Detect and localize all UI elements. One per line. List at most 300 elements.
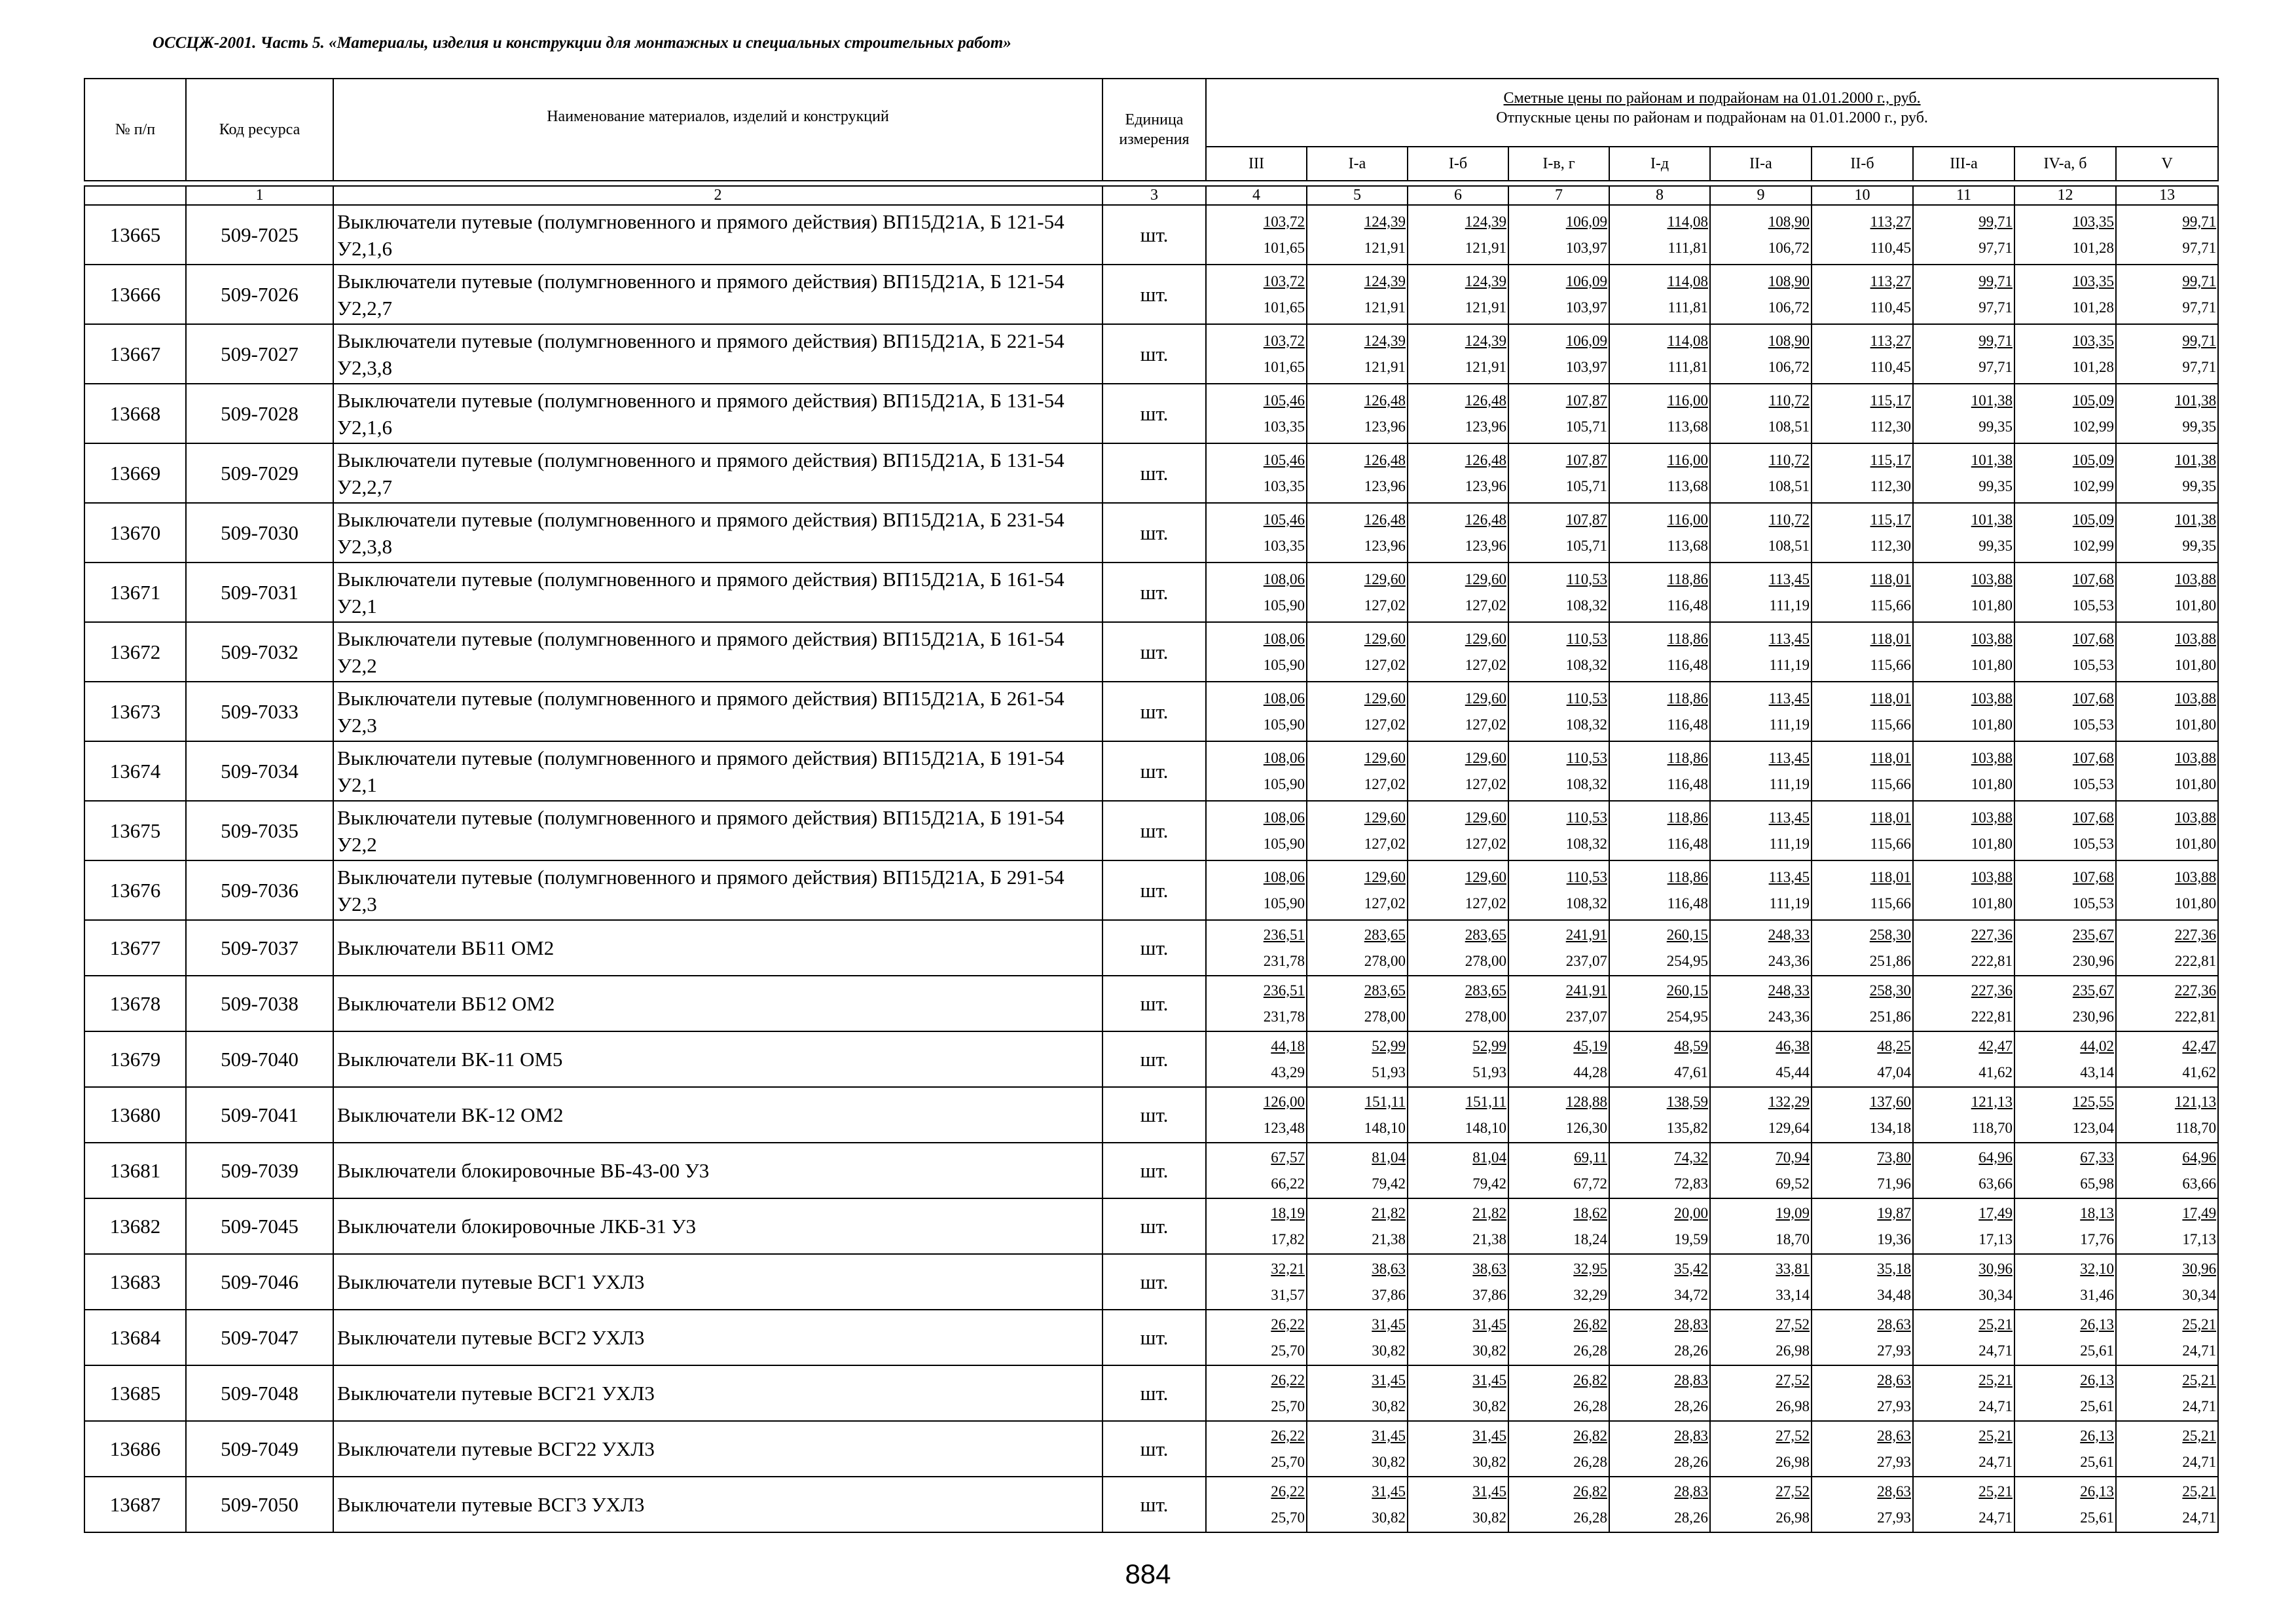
estimate-price: 103,88 — [1971, 570, 2013, 587]
price-cell — [1408, 324, 1508, 384]
release-price: 129,64 — [1768, 1119, 1810, 1136]
unit: шт. — [1102, 1310, 1206, 1365]
estimate-price: 44,02 — [2080, 1037, 2114, 1054]
estimate-price: 70,94 — [1776, 1149, 1810, 1166]
price-cell — [2116, 1421, 2218, 1477]
unit: шт. — [1102, 1421, 1206, 1477]
estimate-price: 129,60 — [1364, 570, 1406, 587]
price-cell — [1710, 384, 1812, 443]
release-price: 105,53 — [2072, 775, 2114, 792]
estimate-price: 28,83 — [1674, 1427, 1708, 1444]
release-price: 69,52 — [1776, 1175, 1810, 1192]
resource-code: 509-7034 — [186, 741, 333, 801]
estimate-price: 124,39 — [1465, 272, 1506, 289]
release-price: 123,96 — [1364, 418, 1406, 435]
unit: шт. — [1102, 860, 1206, 920]
release-price: 111,19 — [1769, 835, 1810, 852]
row-number: 13683 — [84, 1254, 186, 1310]
estimate-price: 28,83 — [1674, 1371, 1708, 1388]
price-cell — [2014, 801, 2116, 860]
price-cell — [1812, 503, 1913, 563]
price-cell — [1609, 976, 1710, 1031]
estimate-price: 27,52 — [1776, 1427, 1810, 1444]
price-cell — [1609, 1365, 1710, 1421]
item-name: Выключатели путевые (полумгновенного и прямого действия) ВП15Д21А, Б 121-54 У2,1,6 — [333, 205, 1102, 265]
header-unit: Единица измерения — [1102, 79, 1206, 181]
item-name: Выключатели ВБ12 ОМ2 — [333, 976, 1102, 1031]
price-cell — [1508, 1254, 1609, 1310]
price-cell — [1609, 1477, 1710, 1532]
release-price: 18,24 — [1573, 1230, 1607, 1247]
price-cell — [1508, 384, 1609, 443]
release-price: 127,02 — [1364, 716, 1406, 733]
resource-code: 509-7028 — [186, 384, 333, 443]
release-price: 25,61 — [2080, 1397, 2114, 1414]
release-price: 101,80 — [2174, 835, 2217, 852]
release-price: 230,96 — [2072, 1008, 2114, 1025]
price-cell — [1408, 682, 1508, 741]
release-price: 25,61 — [2080, 1453, 2114, 1470]
table-row — [84, 1310, 2218, 1365]
estimate-price: 258,30 — [1869, 982, 1911, 999]
estimate-price: 103,88 — [2174, 868, 2217, 885]
release-price: 30,82 — [1472, 1342, 1506, 1359]
estimate-price: 105,46 — [1263, 392, 1305, 409]
table-row — [84, 682, 2218, 741]
price-cell — [2014, 741, 2116, 801]
estimate-price: 26,22 — [1271, 1483, 1305, 1500]
release-price: 278,00 — [1364, 952, 1406, 969]
release-price: 51,93 — [1372, 1063, 1406, 1080]
release-price: 115,66 — [1870, 716, 1911, 733]
estimate-price: 103,88 — [2174, 570, 2217, 587]
release-price: 26,28 — [1573, 1509, 1607, 1526]
estimate-price: 129,60 — [1364, 630, 1406, 647]
price-cell — [2116, 384, 2218, 443]
estimate-price: 126,48 — [1465, 451, 1506, 468]
price-cell — [1609, 205, 1710, 265]
row-number: 13680 — [84, 1087, 186, 1143]
release-price: 28,26 — [1674, 1453, 1708, 1470]
estimate-price: 283,65 — [1364, 982, 1406, 999]
release-price: 26,98 — [1776, 1342, 1810, 1359]
price-cell — [1812, 1254, 1913, 1310]
release-price: 31,57 — [1271, 1286, 1305, 1303]
item-name: Выключатели путевые (полумгновенного и прямого действия) ВП15Д21А, Б 261-54 У2,3 — [333, 682, 1102, 741]
estimate-price: 64,96 — [1978, 1149, 2013, 1166]
estimate-price: 26,13 — [2080, 1316, 2114, 1333]
price-cell — [1408, 1421, 1508, 1477]
estimate-price: 118,01 — [1870, 868, 1911, 885]
unit: шт. — [1102, 265, 1206, 324]
price-cell — [1408, 1310, 1508, 1365]
region-header: II-а — [1710, 147, 1812, 181]
release-price: 106,72 — [1768, 239, 1810, 256]
estimate-price: 28,63 — [1877, 1427, 1911, 1444]
row-number: 13681 — [84, 1143, 186, 1198]
estimate-price: 17,49 — [2182, 1204, 2217, 1221]
estimate-price: 103,88 — [2174, 809, 2217, 826]
price-cell — [1913, 1031, 2014, 1087]
release-price: 105,90 — [1263, 895, 1305, 912]
price-cell — [2116, 503, 2218, 563]
resource-code: 509-7045 — [186, 1198, 333, 1254]
release-price: 26,28 — [1573, 1342, 1607, 1359]
price-cell — [1609, 324, 1710, 384]
estimate-price: 129,60 — [1364, 749, 1406, 766]
estimate-price: 124,39 — [1364, 213, 1406, 230]
estimate-price: 227,36 — [1971, 926, 2013, 943]
release-price: 108,51 — [1768, 418, 1810, 435]
release-price: 237,07 — [1565, 952, 1607, 969]
estimate-price: 110,53 — [1566, 630, 1607, 647]
release-price: 67,72 — [1573, 1175, 1607, 1192]
release-price: 112,30 — [1870, 418, 1911, 435]
price-cell — [1609, 1254, 1710, 1310]
release-price: 105,71 — [1565, 477, 1607, 494]
estimate-price: 126,48 — [1465, 392, 1506, 409]
release-price: 101,65 — [1263, 299, 1305, 316]
price-cell — [1206, 1254, 1307, 1310]
column-number-blank — [84, 186, 186, 205]
release-price: 101,80 — [2174, 656, 2217, 673]
price-cell — [2014, 1310, 2116, 1365]
release-price: 101,28 — [2072, 358, 2114, 375]
estimate-price: 103,35 — [2072, 272, 2114, 289]
estimate-price: 129,60 — [1465, 809, 1506, 826]
release-price: 37,86 — [1472, 1286, 1506, 1303]
estimate-price: 118,86 — [1667, 868, 1708, 885]
price-cell — [1307, 976, 1408, 1031]
table-row — [84, 205, 2218, 265]
region-header: III — [1206, 147, 1307, 181]
release-price: 79,42 — [1472, 1175, 1506, 1192]
row-number: 13668 — [84, 384, 186, 443]
price-cell — [1307, 1365, 1408, 1421]
release-price: 108,32 — [1565, 716, 1607, 733]
estimate-price: 52,99 — [1372, 1037, 1406, 1054]
estimate-price: 31,45 — [1472, 1483, 1506, 1500]
estimate-price: 126,48 — [1364, 451, 1406, 468]
price-cell — [1913, 1310, 2014, 1365]
table-row — [84, 384, 2218, 443]
unit: шт. — [1102, 976, 1206, 1031]
price-cell — [1408, 443, 1508, 503]
estimate-price: 118,01 — [1870, 570, 1911, 587]
price-cell — [1710, 1365, 1812, 1421]
release-price: 106,72 — [1768, 358, 1810, 375]
release-price: 108,51 — [1768, 537, 1810, 554]
price-cell — [1508, 622, 1609, 682]
estimate-price: 103,72 — [1263, 332, 1305, 349]
unit: шт. — [1102, 563, 1206, 622]
price-cell — [1913, 1254, 2014, 1310]
estimate-price: 99,71 — [1978, 332, 2013, 349]
price-cell — [1307, 563, 1408, 622]
release-price: 115,66 — [1870, 895, 1911, 912]
price-cell — [1307, 324, 1408, 384]
price-cell — [1710, 205, 1812, 265]
price-cell — [2014, 1031, 2116, 1087]
resource-code: 509-7050 — [186, 1477, 333, 1532]
column-number: 11 — [1913, 186, 2014, 205]
release-price: 118,70 — [2175, 1119, 2217, 1136]
release-price: 110,45 — [1870, 239, 1911, 256]
price-cell — [1710, 563, 1812, 622]
release-price: 25,70 — [1271, 1342, 1305, 1359]
release-price: 30,82 — [1472, 1453, 1506, 1470]
resource-code: 509-7049 — [186, 1421, 333, 1477]
estimate-price: 124,39 — [1364, 272, 1406, 289]
release-price: 17,76 — [2080, 1230, 2114, 1247]
release-price: 115,66 — [1870, 835, 1911, 852]
release-price: 110,45 — [1870, 358, 1911, 375]
price-cell — [1913, 1198, 2014, 1254]
price-cell — [1812, 265, 1913, 324]
price-cell — [1307, 1031, 1408, 1087]
estimate-price: 64,96 — [2182, 1149, 2217, 1166]
release-price: 243,36 — [1768, 1008, 1810, 1025]
price-cell — [1812, 324, 1913, 384]
unit: шт. — [1102, 1143, 1206, 1198]
estimate-price: 106,09 — [1565, 332, 1607, 349]
price-cell — [1710, 1031, 1812, 1087]
estimate-price: 81,04 — [1372, 1149, 1406, 1166]
estimate-price: 137,60 — [1869, 1093, 1911, 1110]
price-cell — [1710, 741, 1812, 801]
estimate-price: 110,53 — [1566, 749, 1607, 766]
price-cell — [1408, 563, 1508, 622]
estimate-price: 67,33 — [2080, 1149, 2114, 1166]
release-price: 27,93 — [1877, 1509, 1911, 1526]
price-cell — [1307, 1310, 1408, 1365]
price-cell — [1307, 384, 1408, 443]
price-cell — [2116, 1254, 2218, 1310]
estimate-price: 107,68 — [2072, 630, 2114, 647]
estimate-price: 101,38 — [1971, 392, 2013, 409]
price-cell — [1408, 1087, 1508, 1143]
release-price: 127,02 — [1465, 656, 1506, 673]
table-row — [84, 1421, 2218, 1477]
header-prices-release: Отпускные цены по районам и подрайонам на 01.01.2000 г., руб. — [1496, 109, 1928, 126]
price-cell — [1307, 503, 1408, 563]
release-price: 103,97 — [1565, 239, 1607, 256]
price-cell — [1206, 1365, 1307, 1421]
release-price: 47,04 — [1877, 1063, 1911, 1080]
release-price: 101,80 — [1971, 656, 2013, 673]
estimate-price: 103,88 — [1971, 690, 2013, 707]
estimate-price: 25,21 — [1978, 1483, 2013, 1500]
price-cell — [1913, 1143, 2014, 1198]
price-cell — [2116, 801, 2218, 860]
release-price: 127,02 — [1364, 597, 1406, 614]
release-price: 121,91 — [1364, 299, 1406, 316]
row-number: 13665 — [84, 205, 186, 265]
price-cell — [1812, 1477, 1913, 1532]
estimate-price: 32,21 — [1271, 1260, 1305, 1277]
release-price: 110,45 — [1870, 299, 1911, 316]
price-cell — [1307, 622, 1408, 682]
price-cell — [1710, 622, 1812, 682]
resource-code: 509-7037 — [186, 920, 333, 976]
estimate-price: 35,18 — [1877, 1260, 1911, 1277]
estimate-price: 129,60 — [1465, 630, 1506, 647]
estimate-price: 116,00 — [1667, 392, 1708, 409]
resource-code: 509-7040 — [186, 1031, 333, 1087]
price-cell — [1913, 384, 2014, 443]
release-price: 116,48 — [1667, 597, 1708, 614]
release-price: 99,35 — [1978, 537, 2013, 554]
release-price: 105,71 — [1565, 537, 1607, 554]
release-price: 113,68 — [1667, 537, 1708, 554]
row-number: 13673 — [84, 682, 186, 741]
price-cell — [2014, 1477, 2116, 1532]
price-cell — [1812, 976, 1913, 1031]
price-cell — [1913, 443, 2014, 503]
price-cell — [1508, 503, 1609, 563]
release-price: 111,19 — [1769, 716, 1810, 733]
estimate-price: 121,13 — [2174, 1093, 2217, 1110]
price-cell — [1206, 682, 1307, 741]
release-price: 278,00 — [1364, 1008, 1406, 1025]
release-price: 24,71 — [1978, 1342, 2013, 1359]
estimate-price: 129,60 — [1465, 868, 1506, 885]
release-price: 116,48 — [1667, 656, 1708, 673]
release-price: 111,19 — [1769, 656, 1810, 673]
column-number: 13 — [2116, 186, 2218, 205]
price-cell — [1812, 682, 1913, 741]
release-price: 28,26 — [1674, 1397, 1708, 1414]
release-price: 63,66 — [1978, 1175, 2013, 1192]
row-number: 13682 — [84, 1198, 186, 1254]
release-price: 118,70 — [1971, 1119, 2013, 1136]
release-price: 222,81 — [1971, 1008, 2013, 1025]
release-price: 27,93 — [1877, 1342, 1911, 1359]
resource-code: 509-7039 — [186, 1143, 333, 1198]
region-header: I-а — [1307, 147, 1408, 181]
release-price: 24,71 — [2182, 1397, 2217, 1414]
release-price: 115,66 — [1870, 597, 1911, 614]
estimate-price: 26,82 — [1573, 1371, 1607, 1388]
estimate-price: 227,36 — [2174, 982, 2217, 999]
price-cell — [1609, 1310, 1710, 1365]
release-price: 101,80 — [1971, 895, 2013, 912]
estimate-price: 138,59 — [1666, 1093, 1708, 1110]
price-cell — [2116, 1031, 2218, 1087]
row-number: 13679 — [84, 1031, 186, 1087]
release-price: 121,91 — [1465, 358, 1506, 375]
price-cell — [1408, 622, 1508, 682]
estimate-price: 113,27 — [1870, 332, 1911, 349]
header-code: Код ресурса — [186, 79, 333, 181]
release-price: 101,80 — [2174, 716, 2217, 733]
price-cell — [2014, 443, 2116, 503]
unit: шт. — [1102, 920, 1206, 976]
item-name: Выключатели путевые (полумгновенного и прямого действия) ВП15Д21А, Б 191-54 У2,2 — [333, 801, 1102, 860]
price-cell — [1812, 443, 1913, 503]
item-name: Выключатели путевые (полумгновенного и прямого действия) ВП15Д21А, Б 131-54 У2,2,7 — [333, 443, 1102, 503]
release-price: 108,32 — [1565, 597, 1607, 614]
price-cell — [1913, 920, 2014, 976]
estimate-price: 118,01 — [1870, 630, 1911, 647]
estimate-price: 26,82 — [1573, 1316, 1607, 1333]
release-price: 43,29 — [1271, 1063, 1305, 1080]
estimate-price: 105,46 — [1263, 451, 1305, 468]
estimate-price: 258,30 — [1869, 926, 1911, 943]
price-cell — [2116, 622, 2218, 682]
estimate-price: 108,06 — [1263, 690, 1305, 707]
release-price: 101,80 — [1971, 835, 2013, 852]
price-cell — [2116, 324, 2218, 384]
row-number: 13677 — [84, 920, 186, 976]
estimate-price: 114,08 — [1667, 332, 1708, 349]
price-cell — [1508, 860, 1609, 920]
header-name: Наименование материалов, изделий и конструкций — [333, 79, 1102, 181]
estimate-price: 114,08 — [1667, 213, 1708, 230]
price-cell — [1307, 801, 1408, 860]
release-price: 30,34 — [2182, 1286, 2217, 1303]
price-cell — [1812, 1365, 1913, 1421]
release-price: 148,10 — [1364, 1119, 1406, 1136]
release-price: 21,38 — [1472, 1230, 1506, 1247]
release-price: 97,71 — [1978, 358, 2013, 375]
estimate-price: 283,65 — [1465, 982, 1506, 999]
price-cell — [1812, 1031, 1913, 1087]
unit: шт. — [1102, 1365, 1206, 1421]
estimate-price: 110,53 — [1566, 868, 1607, 885]
release-price: 97,71 — [2182, 239, 2217, 256]
estimate-price: 35,42 — [1674, 1260, 1708, 1277]
unit: шт. — [1102, 741, 1206, 801]
estimate-price: 107,87 — [1565, 451, 1607, 468]
estimate-price: 227,36 — [2174, 926, 2217, 943]
release-price: 108,32 — [1565, 775, 1607, 792]
price-cell — [1408, 1031, 1508, 1087]
release-price: 123,96 — [1364, 477, 1406, 494]
item-name: Выключатели путевые ВСГ22 УХЛ3 — [333, 1421, 1102, 1477]
estimate-price: 74,32 — [1674, 1149, 1708, 1166]
header-no: № п/п — [84, 79, 186, 181]
price-cell — [2014, 563, 2116, 622]
price-cell — [1206, 801, 1307, 860]
unit: шт. — [1102, 682, 1206, 741]
release-price: 148,10 — [1465, 1119, 1506, 1136]
estimate-price: 19,09 — [1776, 1204, 1810, 1221]
price-cell — [1307, 443, 1408, 503]
estimate-price: 101,38 — [1971, 511, 2013, 528]
release-price: 103,35 — [1263, 537, 1305, 554]
unit: шт. — [1102, 324, 1206, 384]
price-cell — [1710, 1421, 1812, 1477]
price-cell — [1710, 1254, 1812, 1310]
estimate-price: 26,22 — [1271, 1316, 1305, 1333]
table-row — [84, 1087, 2218, 1143]
release-price: 105,71 — [1565, 418, 1607, 435]
resource-code: 509-7038 — [186, 976, 333, 1031]
price-cell — [1812, 741, 1913, 801]
row-number: 13671 — [84, 563, 186, 622]
price-cell — [1307, 265, 1408, 324]
row-number: 13672 — [84, 622, 186, 682]
row-number: 13686 — [84, 1421, 186, 1477]
release-price: 45,44 — [1776, 1063, 1810, 1080]
estimate-price: 26,13 — [2080, 1371, 2114, 1388]
estimate-price: 105,09 — [2072, 511, 2114, 528]
release-price: 123,48 — [1263, 1119, 1305, 1136]
release-price: 127,02 — [1465, 716, 1506, 733]
release-price: 121,91 — [1364, 239, 1406, 256]
release-price: 105,53 — [2072, 716, 2114, 733]
